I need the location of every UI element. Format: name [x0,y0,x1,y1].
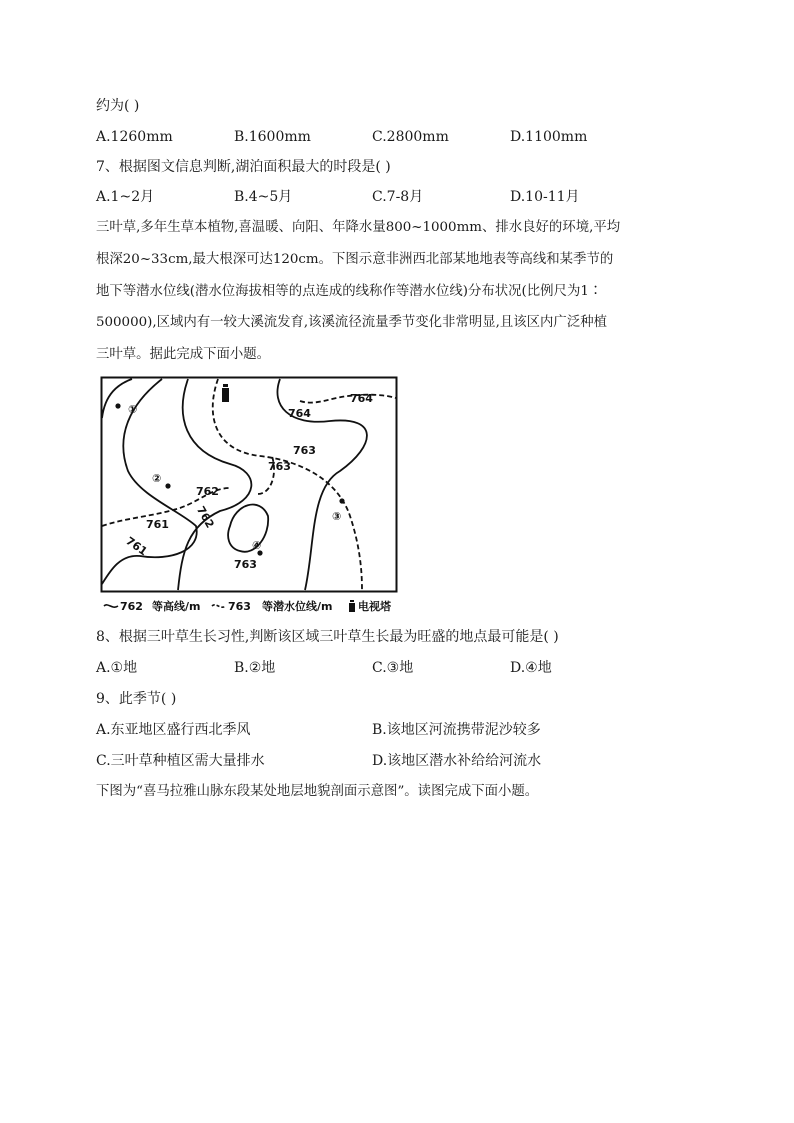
legend-water-sample: 763 [228,600,251,613]
q6-option-c: C.2800mm [372,129,449,145]
legend-contour-sample-line [104,605,118,607]
water-label-764-b: 764 [288,407,311,420]
q9-option-a: A.东亚地区盛行西北季风 [96,722,251,738]
point-3-dot [339,498,344,503]
point-2-label: ② [152,472,162,485]
point-3-label: ③ [332,510,342,523]
q6-option-b: B.1600mm [234,129,311,145]
contour-label-762-b: 762 [193,503,217,531]
point-2-dot [165,483,170,488]
legend-contour-sample: 762 [120,600,143,613]
passage-line-3: 地下等潜水位线(潜水位海拔相等的点连成的线称作等潜水位线)分布状况(比例尺为1∶ [96,284,603,299]
contour-map-figure [100,376,400,616]
q8-option-b: B.②地 [234,660,276,676]
passage-line-4: 500000),区域内有一较大溪流发育,该溪流径流量季节变化非常明显,且该区内广泛种植 [96,315,607,330]
water-label-764-a: 764 [350,392,373,405]
tv-tower-icon [222,384,229,402]
point-1-dot [115,403,120,408]
q9-option-d: D.该地区潜水补给给河流水 [372,753,542,769]
q7-option-c: C.7-8月 [372,189,424,205]
q9-option-b: B.该地区河流携带泥沙较多 [372,722,541,738]
passage-line-1: 三叶草,多年生草本植物,喜温暖、向阳、年降水量800~1000mm、排水良好的环境,平均 [96,220,621,235]
water-label-763-a: 763 [293,444,316,457]
q7-stem: 7、根据图文信息判断,湖泊面积最大的时段是( ) [96,159,391,175]
next-figure-intro: 下图为“喜马拉雅山脉东段某处地层地貌剖面示意图”。读图完成下面小题。 [96,784,539,799]
legend-contour-text: 等高线/m [152,600,201,613]
contour-label-762: 762 [196,485,219,498]
q8-option-c: C.③地 [372,660,414,676]
q8-option-a: A.①地 [96,660,138,676]
q8-stem: 8、根据三叶草生长习性,判断该区域三叶草生长最为旺盛的地点最可能是( ) [96,629,559,645]
q9-stem: 9、此季节( ) [96,691,177,707]
q6-option-a: A.1260mm [96,129,173,145]
q8-option-d: D.④地 [510,660,552,676]
water-label-763-b: 763 [234,558,257,571]
point-1-label: ① [128,403,138,416]
legend-water-sample-line [212,605,226,607]
q7-option-b: B.4~5月 [234,189,293,205]
q9-option-c: C.三叶草种植区需大量排水 [96,753,265,769]
q7-option-a: A.1~2月 [96,189,155,205]
q6-stem-tail: 约为( ) [96,98,140,114]
passage-line-5: 三叶草。据此完成下面小题。 [96,347,271,362]
passage-line-2: 根深20~33cm,最大根深可达120cm。下图示意非洲西北部某地地表等高线和某季节的 [96,252,614,267]
legend-tower-icon [349,600,355,612]
q7-option-d: D.10-11月 [510,189,580,205]
legend-water-text: 等潜水位线/m [262,600,333,613]
contour-label-761: 761 [146,518,169,531]
contour-label-761-b: 761 [123,534,150,559]
point-4-label: ④ [252,539,262,552]
contour-label-763: 763 [268,460,291,473]
map-legend [104,599,392,613]
q6-option-d: D.1100mm [510,129,588,145]
legend-tower-text: 电视塔 [358,600,391,613]
